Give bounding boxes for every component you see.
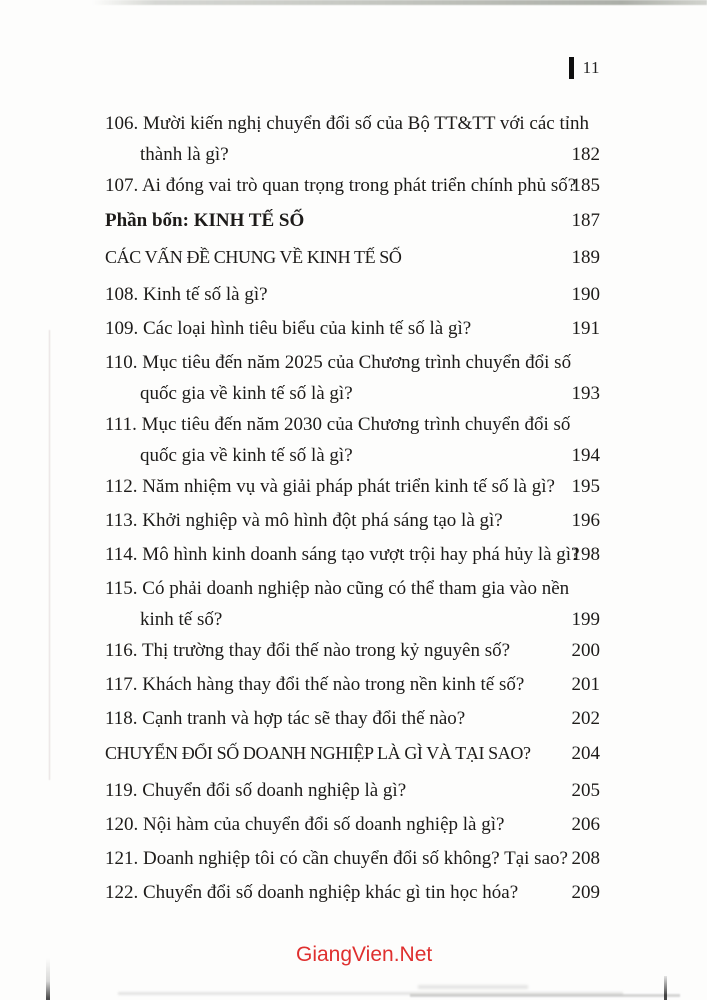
toc-row [105, 279, 600, 310]
toc-entry-page-number: 201 [571, 674, 600, 695]
toc-entry-text: 106. Mười kiến nghị chuyển đổi số của Bộ TT&TT với các tỉnh thành là gì? [105, 113, 590, 165]
toc-row [105, 313, 600, 344]
toc-row [105, 669, 600, 700]
page-number-bar [569, 57, 574, 79]
page-header [569, 56, 600, 80]
scan-artifact-left-tick [46, 958, 50, 1000]
toc-entry-page-number: 209 [571, 882, 600, 903]
toc-list [105, 108, 600, 911]
toc-row [105, 877, 600, 908]
toc-entry-text: 112. Năm nhiệm vụ và giải pháp phát triển kinh tế số là gì? [105, 476, 555, 497]
toc-entry-page-number: 187 [571, 210, 600, 231]
toc-row [105, 242, 600, 273]
toc-entry-text: 120. Nội hàm của chuyển đổi số doanh nghiệp là gì? [105, 814, 505, 835]
toc-entry-text: 110. Mục tiêu đến năm 2025 của Chương trình chuyển đổi số quốc gia về kinh tế số là gì? [105, 352, 572, 404]
watermark-text: GiangVien.Net [296, 943, 433, 966]
toc-entry-page-number: 185 [571, 175, 600, 196]
toc-row [105, 809, 600, 840]
toc-row [105, 505, 600, 536]
toc-entry-page-number: 208 [571, 848, 600, 869]
toc-entry-page-number: 200 [571, 640, 600, 661]
toc-entry-text: 109. Các loại hình tiêu biểu của kinh tế số là gì? [105, 318, 472, 339]
toc-entry-text: 107. Ai đóng vai trò quan trọng trong phát triển chính phủ số? [105, 175, 577, 196]
toc-entry-page-number: 206 [571, 814, 600, 835]
toc-row [105, 843, 600, 874]
toc-row [105, 471, 600, 502]
toc-entry-text: 116. Thị trường thay đổi thế nào trong kỷ nguyên số? [105, 640, 511, 661]
toc-row [105, 635, 600, 666]
toc-entry-page-number: 182 [571, 144, 600, 165]
toc-entry-page-number: 205 [571, 780, 600, 801]
toc-row [105, 703, 600, 734]
scan-artifact-bottom-smudge [418, 985, 528, 989]
toc-row [105, 775, 600, 806]
toc-entry-page-number: 196 [571, 510, 600, 531]
toc-row [105, 205, 600, 236]
toc-entry-page-number: 198 [571, 544, 600, 565]
toc-entry-page-number: 189 [571, 247, 600, 268]
scan-artifact-left-line [49, 330, 50, 780]
toc-entry-text: 115. Có phải doanh nghiệp nào cũng có thể tham gia vào nền kinh tế số? [105, 578, 570, 630]
toc-entry-text: 118. Cạnh tranh và hợp tác sẽ thay đổi thế nào? [105, 708, 466, 729]
toc-row [105, 347, 600, 409]
toc-entry-page-number: 193 [571, 383, 600, 404]
toc-entry-text: CHUYỂN ĐỔI SỐ DOANH NGHIỆP LÀ GÌ VÀ TẠI SAO? [105, 743, 531, 763]
toc-entry-text: 113. Khởi nghiệp và mô hình đột phá sáng tạo là gì? [105, 510, 503, 531]
toc-entry-page-number: 202 [571, 708, 600, 729]
toc-row [105, 539, 600, 570]
toc-entry-text: 117. Khách hàng thay đổi thế nào trong nền kinh tế số? [105, 674, 525, 695]
scan-artifact-bottom-smudge [410, 994, 680, 997]
toc-entry-text: 108. Kinh tế số là gì? [105, 284, 268, 305]
toc-row [105, 170, 600, 201]
toc-entry-text: 121. Doanh nghiệp tôi có cần chuyển đổi số không? Tại sao? [105, 848, 568, 869]
page-number: 11 [582, 58, 600, 77]
toc-entry-text: 122. Chuyển đổi số doanh nghiệp khác gì tin học hóa? [105, 882, 519, 903]
toc-row [105, 409, 600, 471]
toc-entry-text: CÁC VẤN ĐỀ CHUNG VỀ KINH TẾ SỐ [105, 247, 402, 267]
toc-entry-text: 119. Chuyển đổi số doanh nghiệp là gì? [105, 780, 407, 801]
toc-row [105, 108, 600, 170]
toc-entry-text: 114. Mô hình kinh doanh sáng tạo vượt trội hay phá hủy là gì? [105, 544, 580, 565]
toc-entry-text: 111. Mục tiêu đến năm 2030 của Chương trình chuyển đổi số quốc gia về kinh tế số là gì? [105, 414, 571, 466]
toc-entry-text: Phần bốn: KINH TẾ SỐ [105, 210, 305, 231]
scan-artifact-right-tick [664, 976, 667, 1000]
toc-entry-page-number: 194 [571, 445, 600, 466]
toc-entry-page-number: 190 [571, 284, 600, 305]
toc-row [105, 573, 600, 635]
toc-entry-page-number: 199 [571, 609, 600, 630]
toc-entry-page-number: 204 [571, 743, 600, 764]
toc-row [105, 738, 600, 769]
toc-entry-page-number: 191 [571, 318, 600, 339]
toc-entry-page-number: 195 [571, 476, 600, 497]
scan-artifact-top-streak [0, 0, 707, 5]
